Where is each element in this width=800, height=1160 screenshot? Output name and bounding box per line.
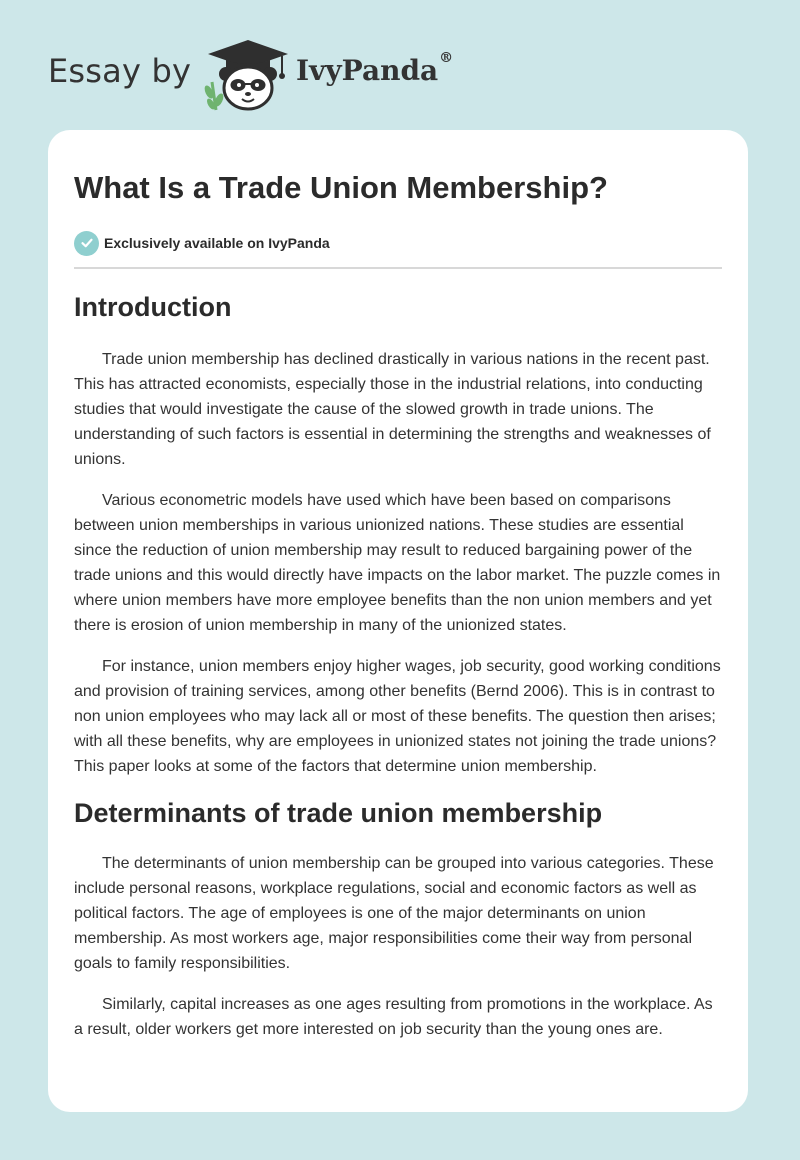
paragraph: For instance, union members enjoy higher wages, job security, good working conditions and provision of training services, among other benefits (Bernd 2006). This is in contrast to non union employees who may lack all or most of these benefits. The question then arises; with all these benefits, why are employees in unionized states not joining the trade unions? This paper looks at some of the factors that determine union membership.	[74, 658, 721, 775]
paragraph: The determinants of union membership can be grouped into various categories. These include personal reasons, workplace regulations, social and economic factors as well as political factors. The age of employees is one of the major determinants on union membership. As most workers age, major responsibilities come their way from personal goals to family responsibilities.	[74, 855, 714, 972]
section-determinants	[74, 795, 722, 1042]
brand-prefix: Essay by	[48, 52, 192, 90]
paragraph: Trade union membership has declined drastically in various nations in the recent past. This has attracted economists, especially those in the industrial relations, into conducting studies that would investigate the cause of the slowed growth in trade unions. The understanding of such factors is essential in determining the strengths and weaknesses of unions.	[74, 351, 711, 468]
brand-header[interactable]	[48, 36, 488, 112]
essay-card	[48, 130, 748, 1112]
brand-name-text: IvyPanda	[296, 54, 439, 87]
panda-graduate-logo-icon	[202, 36, 294, 112]
page-title: What Is a Trade Union Membership?	[74, 170, 608, 205]
exclusive-badge-text: Exclusively available on IvyPanda	[104, 235, 330, 251]
registered-mark: ®	[439, 50, 454, 66]
paragraph: Various econometric models have used which have been based on comparisons between union memberships in various unionized nations. These studies are essential since the reduction of union membership may result to reduced bargaining power of the trade unions and this would directly have impacts on the labor market. The puzzle comes in where union members have more employee benefits than the non union members and yet there is erosion of union membership in many of the unionized states.	[74, 492, 721, 634]
brand-name	[296, 50, 454, 87]
title-divider	[74, 267, 722, 269]
exclusive-badge	[74, 230, 722, 256]
section-introduction	[74, 289, 722, 779]
section-heading: Determinants of trade union membership	[74, 798, 603, 828]
check-circle-icon	[74, 231, 99, 256]
section-heading: Introduction	[74, 292, 232, 322]
paragraph: Similarly, capital increases as one ages resulting from promotions in the workplace. As a result, older workers get more interested on job security than the young ones are.	[74, 996, 713, 1038]
